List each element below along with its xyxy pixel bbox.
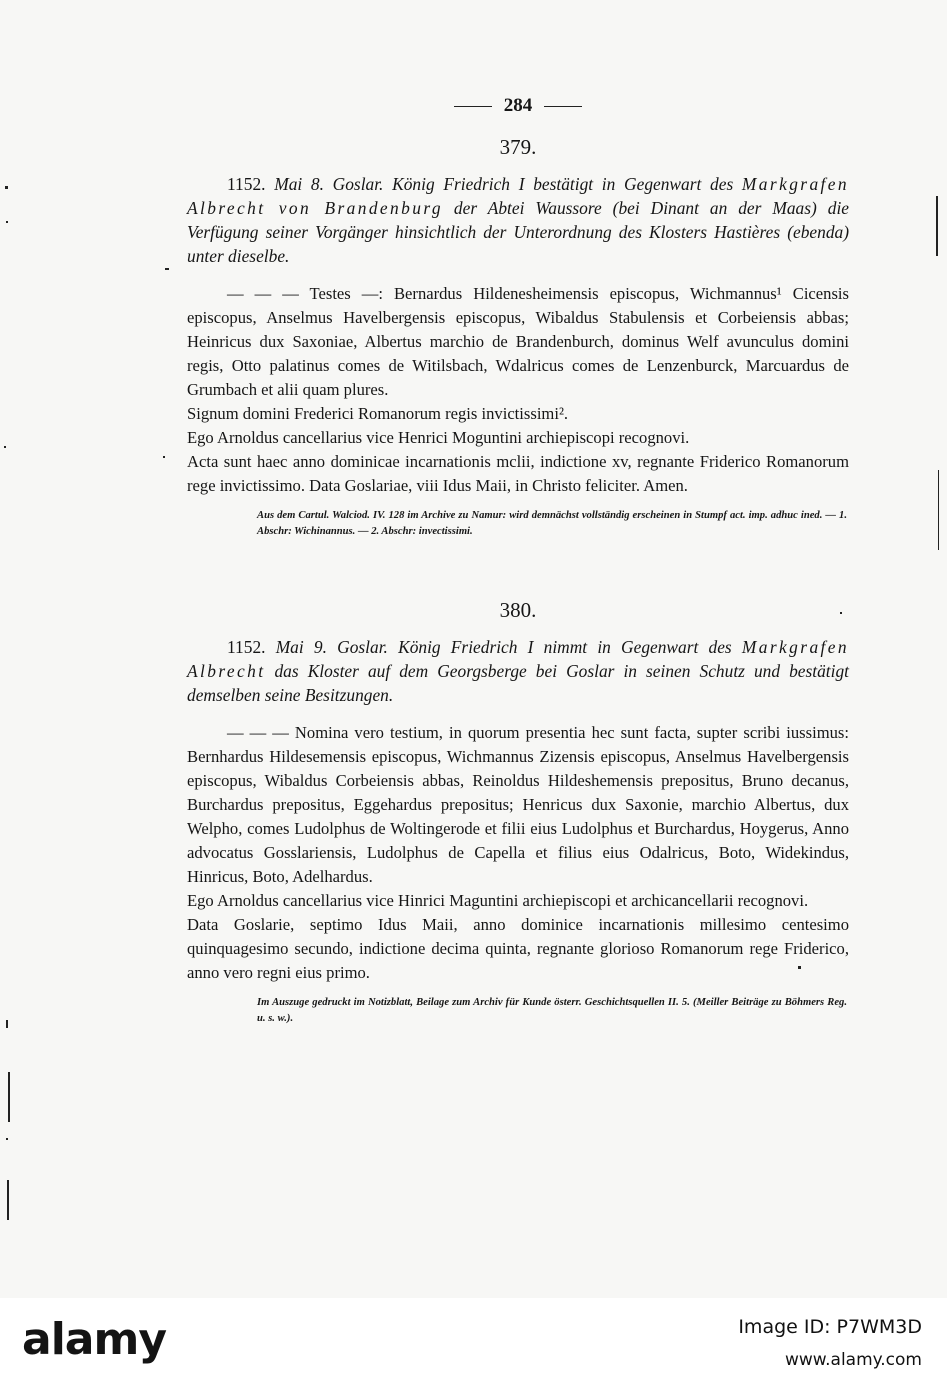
witness-list: — — — Nomina vero testium, in quorum presentia hec sunt facta, supter scribi iussimus: Bernhardus Hildesemensis episcopus, Wichmannus Zizensis episcopus, Anselmus Havelbergensis episcopus, Wibaldus Corbeiensis abbas, Reinoldus Hildeshemensis prepositus, Bruno decanus, Burchardus prepositus, Eggehardus prepositus; Henricus dux Saxonie, marchio Albertus, dux Welpho, comes Ludolphus de Woltingerode et filii eius Ludolphus et Burchardus, Hoygerus, Anno advocatus Gosslariensis, Ludolphus de Capella et filius eius Odalricus, Boto, Widekindus, Hinricus, Boto, Adelhardus. — [187, 723, 849, 886]
charter-text — [187, 721, 849, 985]
signum-line: Signum domini Frederici Romanorum regis invictissimi². — [187, 404, 569, 423]
dating-clause: Data Goslarie, septimo Idus Maii, anno dominice incarnationis millesimo centesimo quinquagesimo secundo, indictione decima quinta, regnante glorioso Romanorum rege Friderico, anno vero regni eius primo. — [187, 915, 849, 982]
charter-summary: 1152. Mai 8. Goslar. König Friedrich I bestätigt in Gegenwart des Markgrafen Albrecht von Brandenburg der Abtei Waussore (bei Dinant an der Maas) die Verfügung seiner Vorgänger hinsichtlich der Unterordnung des Klosters Hastières (ebenda) unter dieselbe. — [187, 174, 849, 266]
recognition-line: Ego Arnoldus cancellarius vice Hinrici Maguntini archiepiscopi et archicancellarii recognovi. — [187, 891, 809, 910]
page-number: 284 — [187, 95, 849, 117]
charter-number: 379. — [499, 135, 537, 159]
charter-380 — [187, 598, 849, 1027]
document-page — [187, 95, 849, 1027]
charter-text — [187, 282, 849, 498]
stock-watermark-bar — [0, 1298, 947, 1390]
source-note: Aus dem Cartul. Walciod. IV. 128 im Archive zu Namur: wird demnächst vollständig erscheinen in Stumpf act. imp. adhuc ined. — 1. Abschr: Wichinannus. — 2. Abschr: invectissimi. — [257, 510, 847, 537]
charter-summary: 1152. Mai 9. Goslar. König Friedrich I nimmt in Gegenwart des Markgrafen Albrecht das Kloster auf dem Georgsberge bei Goslar in seinen Schutz und bestätigt demselben seine Besitzungen. — [187, 637, 849, 705]
witness-list: — — — Testes —: Bernardus Hildenesheimensis episcopus, Wichmannus¹ Cicensis episcopus, Anselmus Havelbergensis episcopus, Wibaldus Stabulensis et Corbeiensis abbas; Heinricus dux Saxoniae, Albertus marchio de Brandenburch, dominus Welf avunculus domini regis, Otto palatinus comes de Witilsbach, Wdalricus comes de Lenzenburck, Marcuardus de Grumbach et alii quam plures. — [187, 284, 849, 399]
site-url: www.alamy.com — [784, 1350, 922, 1370]
alamy-logo: alamy — [22, 1314, 166, 1365]
charter-379 — [187, 135, 849, 540]
dating-clause: Acta sunt haec anno dominicae incarnationis mclii, indictione xv, regnante Friderico Romanorum rege invictissimo. Data Goslariae, viii Idus Maii, in Christo feliciter. Amen. — [187, 452, 849, 495]
source-note: Im Auszuge gedruckt im Notizblatt, Beilage zum Archiv für Kunde österr. Geschichtsquellen II. 5. (Meiller Beiträge zu Böhmers Reg. u. s. w.). — [257, 997, 847, 1024]
charter-number: 380. — [499, 598, 537, 622]
recognition-line: Ego Arnoldus cancellarius vice Henrici Moguntini archiepiscopi recognovi. — [187, 428, 690, 447]
image-id: Image ID: P7WM3D — [738, 1316, 922, 1338]
